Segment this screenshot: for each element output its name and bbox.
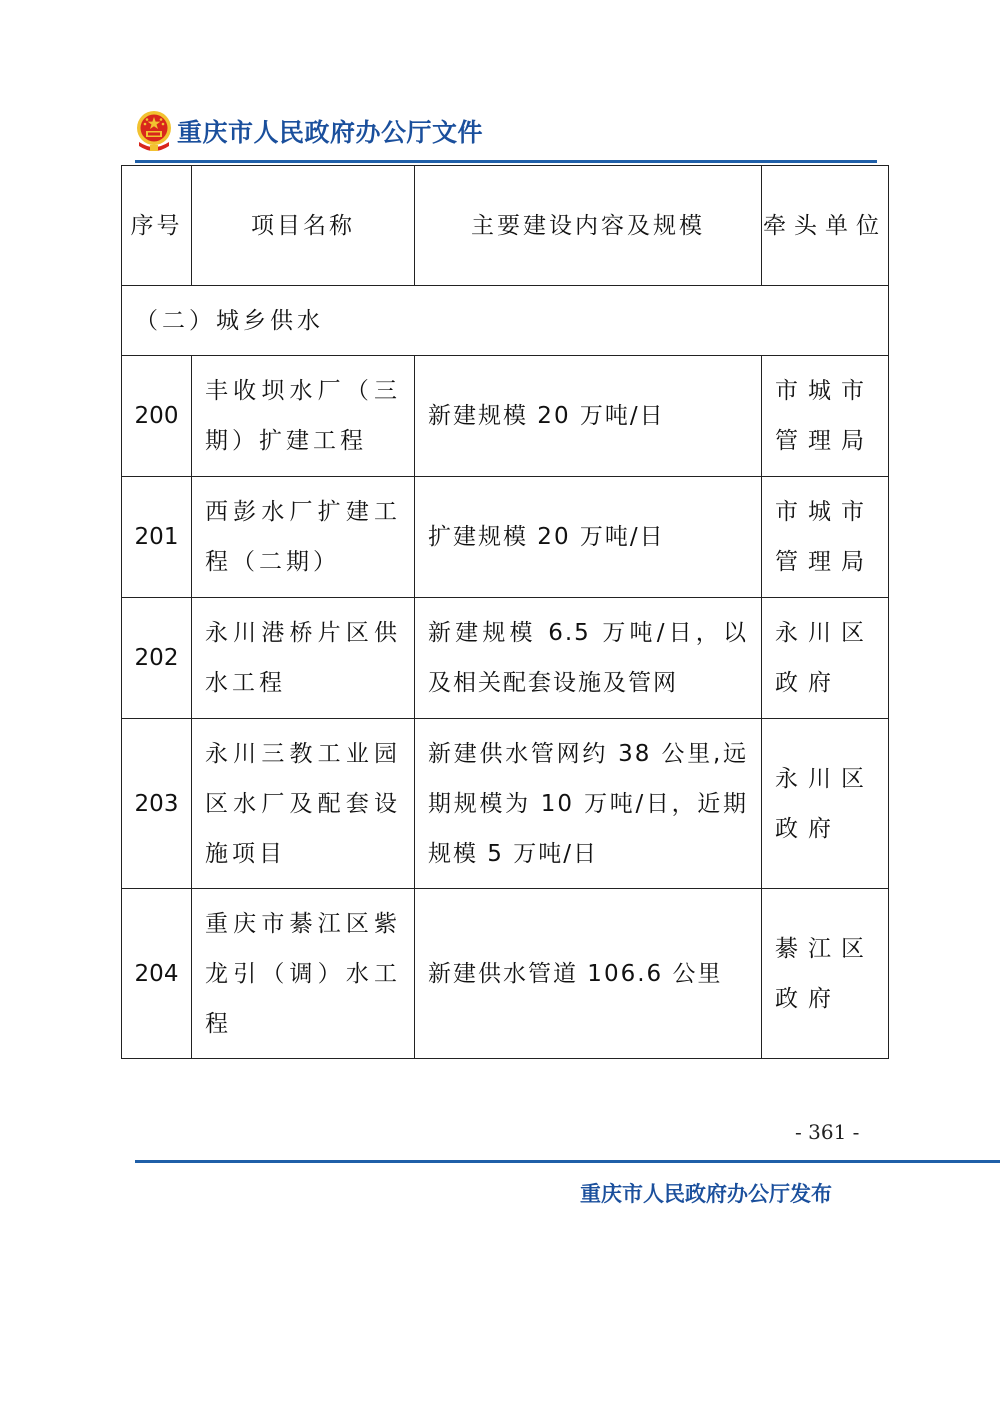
header-lead: 牵头单位 (762, 166, 889, 286)
row-index: 201 (122, 477, 192, 598)
page-number: - 361 - (795, 1120, 860, 1144)
row-lead: 市城市管理局 (762, 356, 889, 477)
section-row (122, 286, 889, 356)
row-content: 新建规模 20 万吨/日 (415, 356, 762, 477)
section-title: （二）城乡供水 (122, 286, 889, 356)
footer-divider (135, 1160, 1000, 1163)
national-emblem-icon (135, 108, 173, 154)
row-index: 204 (122, 889, 192, 1059)
project-table (121, 165, 889, 1059)
table-header-row (122, 166, 889, 286)
table-row (122, 719, 889, 889)
row-name: 永川三教工业园区水厂及配套设施项目 (192, 719, 415, 889)
header-divider (135, 160, 877, 163)
row-index: 203 (122, 719, 192, 889)
row-lead: 綦江区政府 (762, 889, 889, 1059)
document-header-title: 重庆市人民政府办公厅文件 (177, 118, 484, 147)
table-row (122, 477, 889, 598)
row-lead: 永川区政府 (762, 598, 889, 719)
table-row (122, 356, 889, 477)
publisher-label: 重庆市人民政府办公厅发布 (580, 1181, 832, 1206)
row-lead: 永川区政府 (762, 719, 889, 889)
row-content: 新建规模 6.5 万吨/日，以及相关配套设施及管网 (415, 598, 762, 719)
row-content: 扩建规模 20 万吨/日 (415, 477, 762, 598)
row-name: 丰收坝水厂（三期）扩建工程 (192, 356, 415, 477)
row-name: 重庆市綦江区紫龙引（调）水工程 (192, 889, 415, 1059)
table-row (122, 889, 889, 1059)
row-index: 202 (122, 598, 192, 719)
document-header (135, 106, 483, 156)
row-lead: 市城市管理局 (762, 477, 889, 598)
header-index: 序号 (122, 166, 192, 286)
header-content: 主要建设内容及规模 (415, 166, 762, 286)
row-name: 永川港桥片区供水工程 (192, 598, 415, 719)
table-row (122, 598, 889, 719)
row-index: 200 (122, 356, 192, 477)
header-name: 项目名称 (192, 166, 415, 286)
row-content: 新建供水管网约 38 公里,远期规模为 10 万吨/日，近期规模 5 万吨/日 (415, 719, 762, 889)
row-content: 新建供水管道 106.6 公里 (415, 889, 762, 1059)
row-name: 西彭水厂扩建工程（二期） (192, 477, 415, 598)
